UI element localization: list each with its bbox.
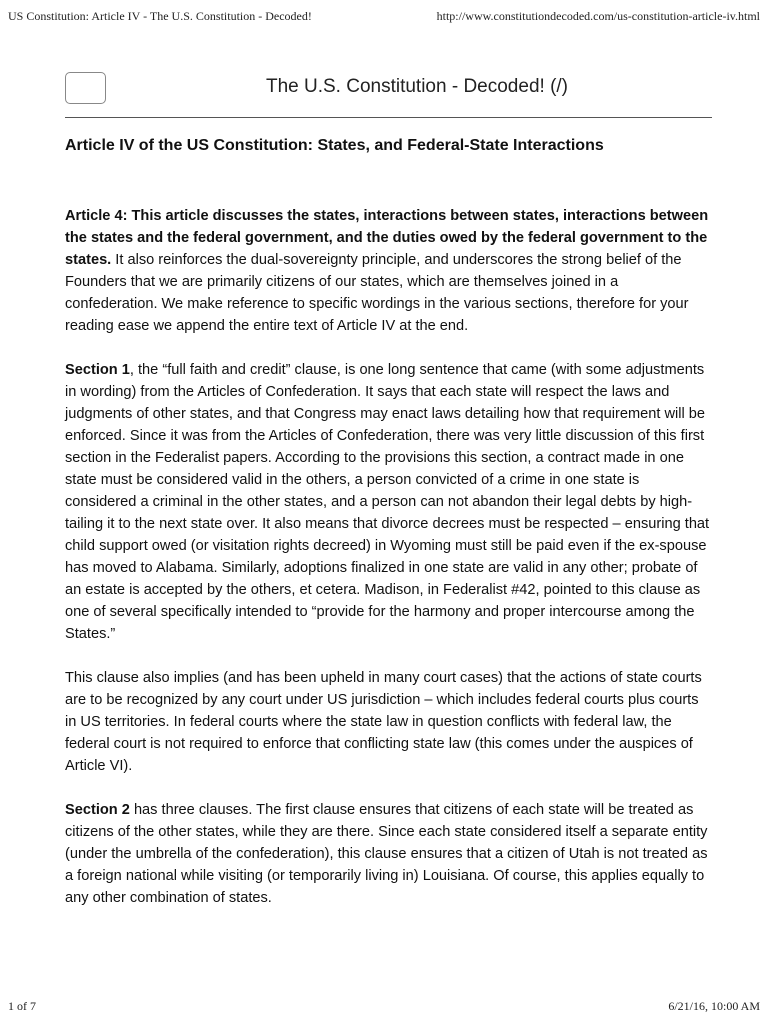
print-header — [8, 9, 760, 25]
article-title: Article IV of the US Constitution: States, and Federal-State Interactions — [65, 137, 604, 154]
site-title-link[interactable]: The U.S. Constitution - Decoded! (/) — [265, 76, 568, 97]
page-count: 1 of 7 — [8, 999, 36, 1013]
clause-paragraph: This clause also implies (and has been upheld in many court cases) that the actions of state courts are to be recognized by any court under US jurisdiction – which includes federal courts plus courts in US territories. In federal courts where the state law in question conflicts with federal law, the federal court is not required to enforce that conflicting state law (this comes under the auspices of Article VI). — [65, 670, 702, 774]
intro-paragraph — [65, 205, 710, 337]
section-2-label: Section 2 — [65, 802, 130, 818]
intro-bold-text: Article 4: This article discusses the states, interactions between states, interactions between the states and the federal government, and the duties owed by the federal government to the states. — [65, 208, 709, 268]
section-1-label: Section 1 — [65, 362, 130, 378]
print-page-title: US Constitution: Article IV - The U.S. Constitution - Decoded! — [8, 9, 312, 23]
section-1-text: , the “full faith and credit” clause, is one long sentence that came (with some adjustments in wording) from the Articles of Confederation. It says that each state will respect the laws and judgments of other states, and that Congress may enact laws detailing how that requirement will be enforced. Since it was from the Articles of Confederation, there was very little discussion of this first section in the Federalist papers. According to the provisions this section, a contract made in one state must be considered valid in the others, a person convicted of a crime in one state is considered a criminal in the other states, and a person can not abandon their legal debts by high-tailing it to the next state over. It also means that divorce decrees must be respected – ensuring that child support owed (or visitation rights decreed) in Wyoming must still be paid even if the ex-spouse has moved to Alabama. Similarly, adoptions finalized in one state are valid in any other; probate of an estate is accepted by the others, et cetera. Madison, in Federalist #42, pointed to this clause as one of several specifically intended to “provide for the harmony and proper intercourse among the States.” — [65, 362, 710, 642]
section-2-text: has three clauses. The first clause ensures that citizens of each state will be treated as citizens of the other states, while they are there. Since each state considered itself a separate entity (under the umbrella of the confederation), this clause ensures that a citizen of Utah is not treated as a foreign national while visiting (or temporarily living in) Louisiana. Of course, this applies equally to any other combination of states. — [65, 802, 708, 906]
print-url: http://www.constitutiondecoded.com/us-constitution-article-iv.html — [436, 9, 760, 23]
section-1-paragraph — [65, 359, 710, 645]
print-footer — [8, 998, 760, 1014]
print-datetime: 6/21/16, 10:00 AM — [668, 999, 760, 1013]
intro-text: It also reinforces the dual-sovereignty principle, and underscores the strong belief of the Founders that we are primarily citizens of our states, which are themselves joined in a confederation. We make reference to specific wordings in the various sections, therefore for your reading ease we append the entire text of Article IV at the end. — [65, 252, 689, 334]
section-2-paragraph — [65, 799, 710, 909]
header-divider — [65, 117, 712, 118]
article-body — [65, 205, 710, 931]
menu-toggle-button[interactable] — [65, 72, 106, 104]
